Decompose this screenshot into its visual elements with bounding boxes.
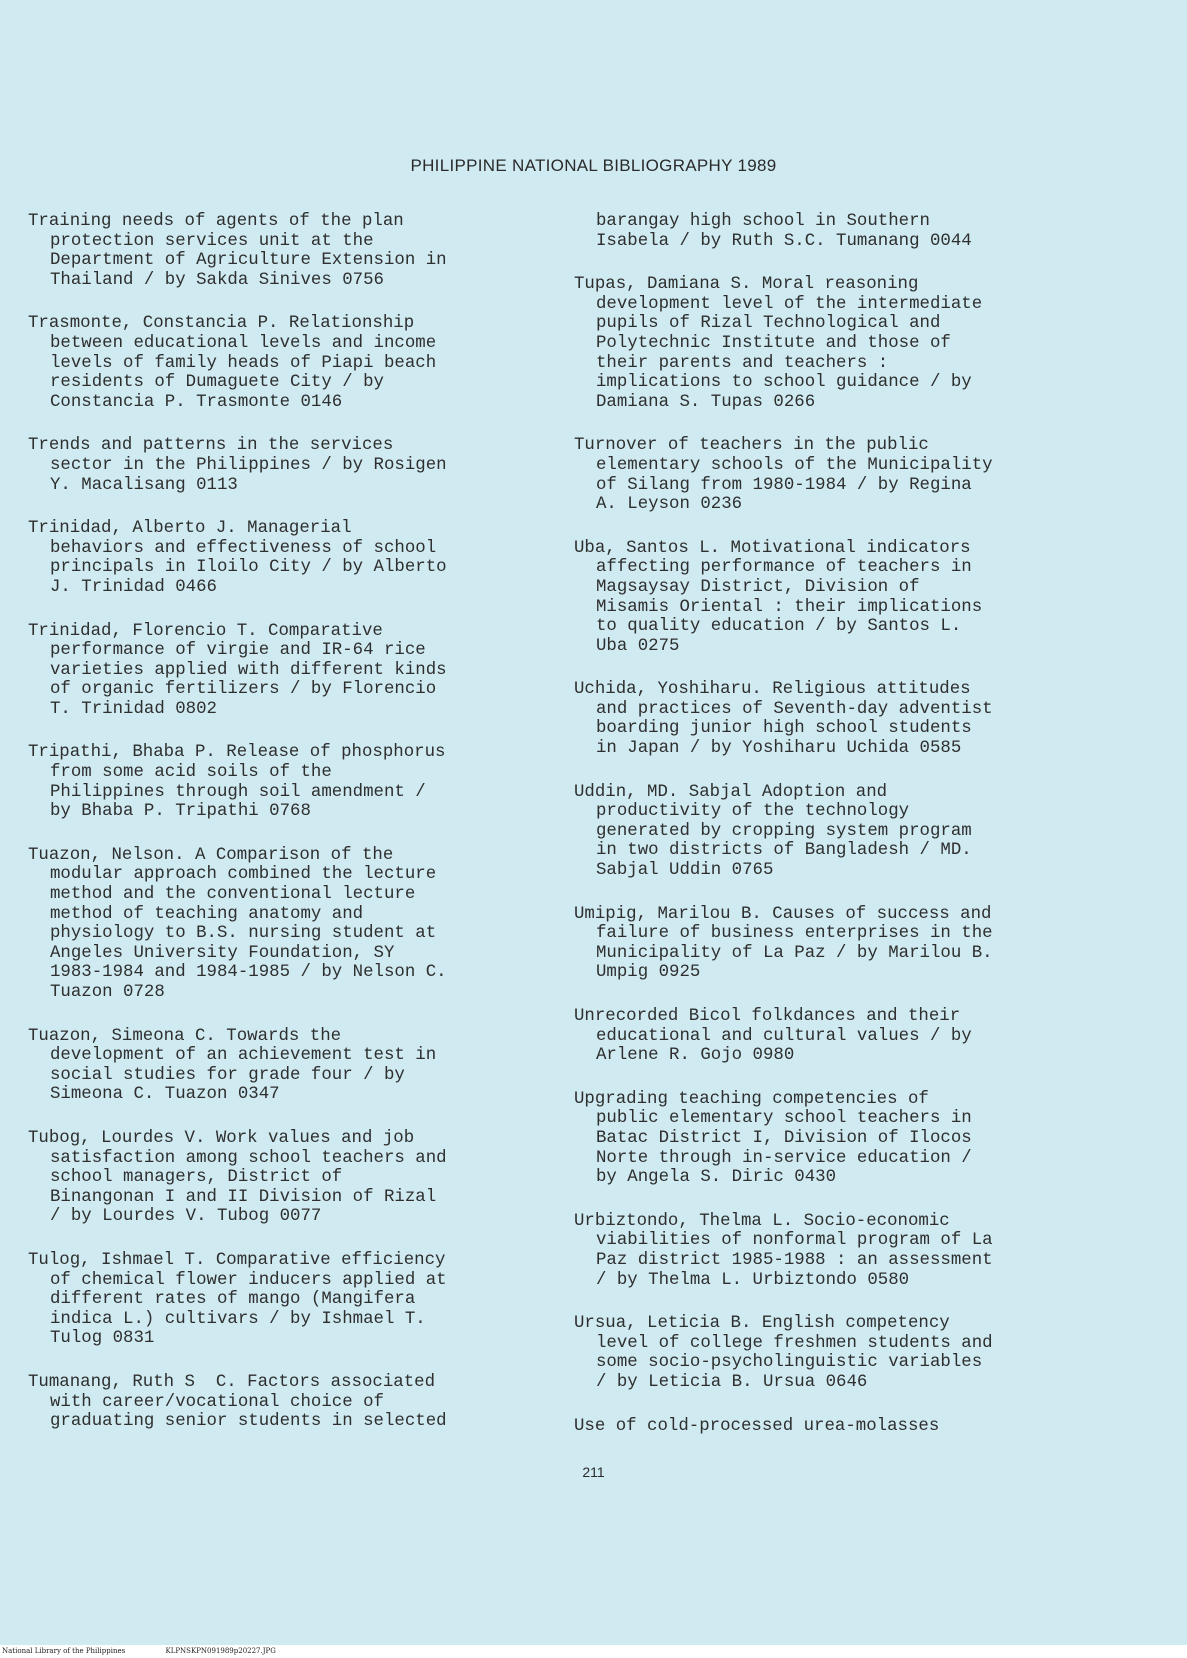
entry-line: method of teaching anatomy and [50,904,364,924]
entry-line: / by Leticia B. Ursua 0646 [596,1372,868,1392]
entry-line: protection services unit at the [50,231,374,251]
bibliography-entry [28,436,548,495]
scan-footer [0,1645,1187,1658]
entry-line: of organic fertilizers / by Florencio [50,680,437,700]
entry-line: from some acid soils of the [50,763,332,783]
entry-line: barangay high school in Southern [596,212,930,231]
entry-line: physiology to B.S. nursing student at [50,924,437,944]
bibliography-entry [28,1373,548,1432]
entry-line: boarding junior high school students [596,719,972,739]
bibliography-entry [574,1417,1084,1437]
entry-line: Magsaysay District, Division of [596,577,920,597]
entry-line: Thailand / by Sakda Sinives 0756 [50,270,384,290]
entry-line: by Bhaba P. Tripathi 0768 [50,802,311,822]
entry-line: Y. Macalisang 0113 [50,475,238,495]
entry-line: Uba 0275 [596,636,680,656]
entry-line: social studies for grade four / by [50,1065,405,1085]
entry-line: by Angela S. Diric 0430 [596,1168,837,1188]
bibliography-entry [28,212,548,290]
bibliography-entry [574,680,1084,758]
entry-line: development level of the intermediate [596,294,983,314]
entry-line: / by Thelma L. Urbiztondo 0580 [596,1270,910,1290]
entry-line: Municipality of La Paz / by Marilou B. [596,943,993,963]
left-column [28,212,548,1456]
entry-heading-line: Upgrading teaching competencies of [574,1089,929,1109]
entry-heading-line: Tubog, Lourdes V. Work values and job [28,1128,415,1148]
entry-line: J. Trinidad 0466 [50,577,217,597]
entry-line: in two districts of Bangladesh / MD. [596,841,972,861]
entry-heading-line: Tuazon, Nelson. A Comparison of the [28,845,394,865]
entry-heading-line: Tupas, Damiana S. Moral reasoning [574,275,919,295]
entry-heading-line: Trinidad, Florencio T. Comparative [28,621,383,641]
entry-heading-line: Ursua, Leticia B. English competency [574,1314,950,1334]
entry-line: sector in the Philippines / by Rosigen [50,455,447,475]
entry-line: level of college freshmen students and [596,1333,993,1353]
entry-line: Arlene R. Gojo 0980 [596,1046,795,1066]
entry-line: Simeona C. Tuazon 0347 [50,1085,280,1105]
entry-line: productivity of the technology [596,802,910,822]
entry-line: graduating senior students in selected [50,1412,447,1432]
entry-line: varieties applied with different kinds [50,660,447,680]
entry-heading-line: Use of cold-processed urea-molasses [574,1416,940,1436]
entry-line: behaviors and effectiveness of school [50,538,437,558]
entry-line: pupils of Rizal Technological and [596,314,941,334]
entry-heading-line: Umipig, Marilou B. Causes of success and [574,904,992,924]
entry-line: Isabela / by Ruth S.C. Tumanang 0044 [596,231,972,251]
entry-heading-line: Tripathi, Bhaba P. Release of phosphorus [28,743,446,763]
bibliography-entry [574,436,1084,514]
entry-heading-line: Trinidad, Alberto J. Managerial [28,519,352,539]
entry-heading-line: Uchida, Yoshiharu. Religious attitudes [574,680,971,700]
bibliography-entry [574,1212,1084,1290]
bibliography-entry [28,1129,548,1227]
entry-line: with career/vocational choice of [50,1392,384,1412]
entry-line: Damiana S. Tupas 0266 [596,392,816,412]
entry-line: of Silang from 1980-1984 / by Regina [596,475,972,495]
entry-heading-line: Tulog, Ishmael T. Comparative efficiency [28,1250,446,1270]
entry-heading-line: Unrecorded Bicol folkdances and their [574,1007,961,1026]
footer-library: National Library of the Philippines [2,1647,126,1655]
entry-line: Philippines through soil amendment / [50,782,426,802]
entry-line: Tuazon 0728 [50,983,165,1002]
entry-line: Misamis Oriental : their implications [596,597,983,617]
bibliography-entry [574,783,1084,881]
entry-line: Sabjal Uddin 0765 [596,861,774,881]
entry-line: viabilities of nonformal program of La [596,1231,993,1251]
entry-line: implications to school guidance / by [596,373,972,393]
bibliography-entry [574,1314,1084,1392]
entry-line: in Japan / by Yoshiharu Uchida 0585 [596,739,962,759]
entry-line: Angeles University Foundation, SY [50,943,395,963]
entry-line: modular approach combined the lecture [50,865,437,885]
entry-line: school managers, District of [50,1168,343,1188]
entry-line: / by Lourdes V. Tubog 0077 [50,1207,322,1227]
bibliography-entry [574,539,1084,657]
entry-heading-line: Trends and patterns in the services [28,436,394,456]
right-column [574,212,1084,1460]
bibliography-entry [574,1007,1084,1066]
page-number: 211 [582,1464,605,1480]
entry-line: Batac District I, Division of Ilocos [596,1128,972,1148]
entry-line: performance of virgie and IR-64 rice [50,641,426,661]
bibliography-entry [28,846,548,1003]
entry-heading-line: Training needs of agents of the plan [28,212,404,231]
entry-line: their parents and teachers : [596,353,889,373]
entry-line: satisfaction among school teachers and [50,1148,447,1168]
entry-line: principals in Iloilo City / by Alberto [50,558,447,578]
entry-line: Polytechnic Institute and those of [596,333,951,353]
entry-line: Tulog 0831 [50,1329,155,1349]
footer-filename: KLPNSKPN091989p20227.JPG [165,1647,276,1655]
bibliography-entry [28,519,548,597]
entry-heading-line: Uddin, MD. Sabjal Adoption and [574,782,888,802]
entry-line: to quality education / by Santos L. [596,617,962,637]
entry-line: development of an achievement test in [50,1046,437,1066]
entry-line: different rates of mango (Mangifera [50,1290,416,1310]
bibliography-entry [28,622,548,720]
entry-heading-line: Uba, Santos L. Motivational indicators [574,538,971,558]
entry-line: some socio-psycholinguistic variables [596,1353,983,1373]
entry-line: generated by cropping system program [596,821,972,841]
bibliography-entry [28,743,548,821]
entry-line: 1983-1984 and 1984-1985 / by Nelson C. [50,963,447,983]
entry-line: Department of Agriculture Extension in [50,251,447,271]
entry-line: A. Leyson 0236 [596,495,743,515]
bibliography-entry [28,314,548,412]
bibliography-entry [574,905,1084,983]
entry-heading-line: Urbiztondo, Thelma L. Socio-economic [574,1211,950,1231]
bibliography-entry [28,1251,548,1349]
entry-heading-line: Tumanang, Ruth S C. Factors associated [28,1372,436,1392]
bibliography-entry [574,1090,1084,1188]
entry-line: levels of family heads of Piapi beach [50,353,437,373]
entry-line: between educational levels and income [50,333,437,353]
entry-heading-line: Trasmonte, Constancia P. Relationship [28,314,415,334]
entry-line: Paz district 1985-1988 : an assessment [596,1250,993,1270]
entry-line: Binangonan I and II Division of Rizal [50,1187,437,1207]
entry-line: and practices of Seventh-day adventist [596,699,993,719]
entry-line: T. Trinidad 0802 [50,699,217,719]
entry-line: residents of Dumaguete City / by [50,373,384,393]
entry-heading-line: Tuazon, Simeona C. Towards the [28,1026,342,1046]
entry-line: Umpig 0925 [596,963,701,983]
page-header-title: PHILIPPINE NATIONAL BIBLIOGRAPHY 1989 [410,156,777,175]
entry-line: of chemical flower inducers applied at [50,1270,447,1290]
bibliography-entry [28,1027,548,1105]
entry-line: elementary schools of the Municipality [596,455,993,475]
entry-line: Norte through in-service education / [596,1148,972,1168]
entry-heading-line: Turnover of teachers in the public [574,436,929,456]
entry-line: public elementary school teachers in [596,1109,972,1129]
entry-line: indica L.) cultivars / by Ishmael T. [50,1309,426,1329]
bibliography-entry [574,275,1084,412]
entry-line: Constancia P. Trasmonte 0146 [50,392,343,412]
bibliography-entry [574,212,1084,251]
entry-line: educational and cultural values / by [596,1026,972,1046]
entry-line: method and the conventional lecture [50,885,416,905]
entry-line: failure of business enterprises in the [596,924,993,944]
entry-line: affecting performance of teachers in [596,558,972,578]
